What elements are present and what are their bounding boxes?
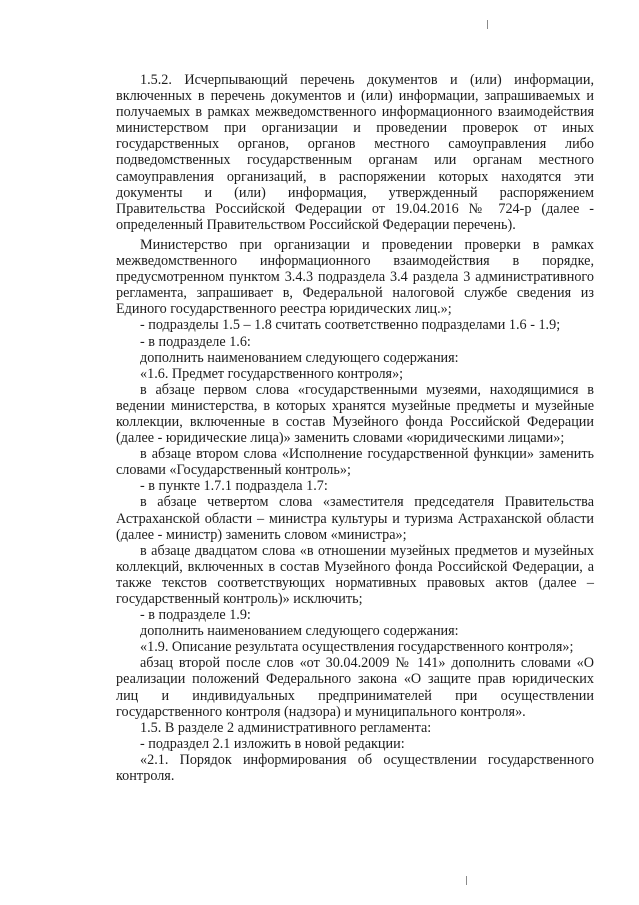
paragraph-fourth-abzac: в абзаце четвертом слова «заместителя председателя Правительства Астраханской области – министра культуры и туризма Астраханской области (далее - министр) заменить словом «министра»; [116,494,594,543]
paragraph-title-1-9: «1.9. Описание результата осуществления государственного контроля»; [140,639,574,656]
paragraph-point-1-7-1: - в пункте 1.7.1 подраздела 1.7: [140,478,328,495]
paragraph-add-title-1-6: дополнить наименованием следующего содержания: [140,349,459,366]
scan-mark-bottom [466,876,467,885]
paragraph-add-title-1-9: дополнить наименованием следующего содержания: [140,623,459,640]
paragraph-twentieth-abzac: в абзаце двадцатом слова «в отношении музейных предметов и музейных коллекций, включенных в состав Музейного фонда Российской Федерации, а также текстов соответствующих нормативных правовых актов (далее – государственный контроль)» исключить; [116,542,594,607]
paragraph-second-abzac-addition: абзац второй после слов «от 30.04.2009 № 141» дополнить словами «О реализации положений Федерального закона «О защите прав юридических лиц и индивидуальных предпринимателей при осуществлении государственного контроля (надзора) и муниципального контроля». [116,655,594,720]
paragraph-1-5-2: 1.5.2. Исчерпывающий перечень документов и (или) информации, включенных в перечень документов и (или) информации, запрашиваемых и получаемых в рамках межведомственного информационного взаимодействия министерством при организации и проведении проверок от иных государственных органов, органов местного самоуправления либо подведомственных государственным органам или органам местного самоуправления организаций, в распоряжении которых находятся эти документы и (или) информация, утвержденный распоряжением Правительства Российской Федерации от 19.04.2016 № 724-р (далее - определенный Правительством Российской Федерации перечень). [116,72,594,233]
paragraph-subsection-1-9: - в подразделе 1.9: [140,607,251,624]
paragraph-title-2-1: «2.1. Порядок информирования об осуществлении государственного контроля. [116,751,594,785]
paragraph-title-1-6: «1.6. Предмет государственного контроля»; [140,365,404,382]
document-body [116,72,594,784]
paragraph-second-abzac: в абзаце втором слова «Исполнение государственной функции» заменить словами «Государственный контроль»; [116,446,594,479]
scan-mark-top [487,20,488,29]
paragraph-subsection-2-1: - подраздел 2.1 изложить в новой редакции: [140,735,405,752]
paragraph-renumber-subsections: - подразделы 1.5 – 1.8 считать соответственно подразделами 1.6 - 1.9; [140,317,561,334]
paragraph-subsection-1-6: - в подразделе 1.6: [140,333,251,350]
paragraph-first-abzac: в абзаце первом слова «государственными музеями, находящимися в ведении министерства, в которых хранятся музейные предметы и музейные коллекции, включенные в состав Музейного фонда Российской Федерации (далее - юридические лица)» заменить словами «юридическими лицами»; [116,381,594,447]
paragraph-section-2: 1.5. В разделе 2 административного регламента: [140,719,432,736]
paragraph-ministry-interaction: Министерство при организации и проведении проверки в рамках межведомственного информационного взаимодействия в порядке, предусмотренном пунктом 3.4.3 подраздела 3.4 раздела 3 административного регламента, запрашивает в, Федеральной налоговой службе сведения из Единого государственного реестра юридических лиц.»; [116,236,594,318]
